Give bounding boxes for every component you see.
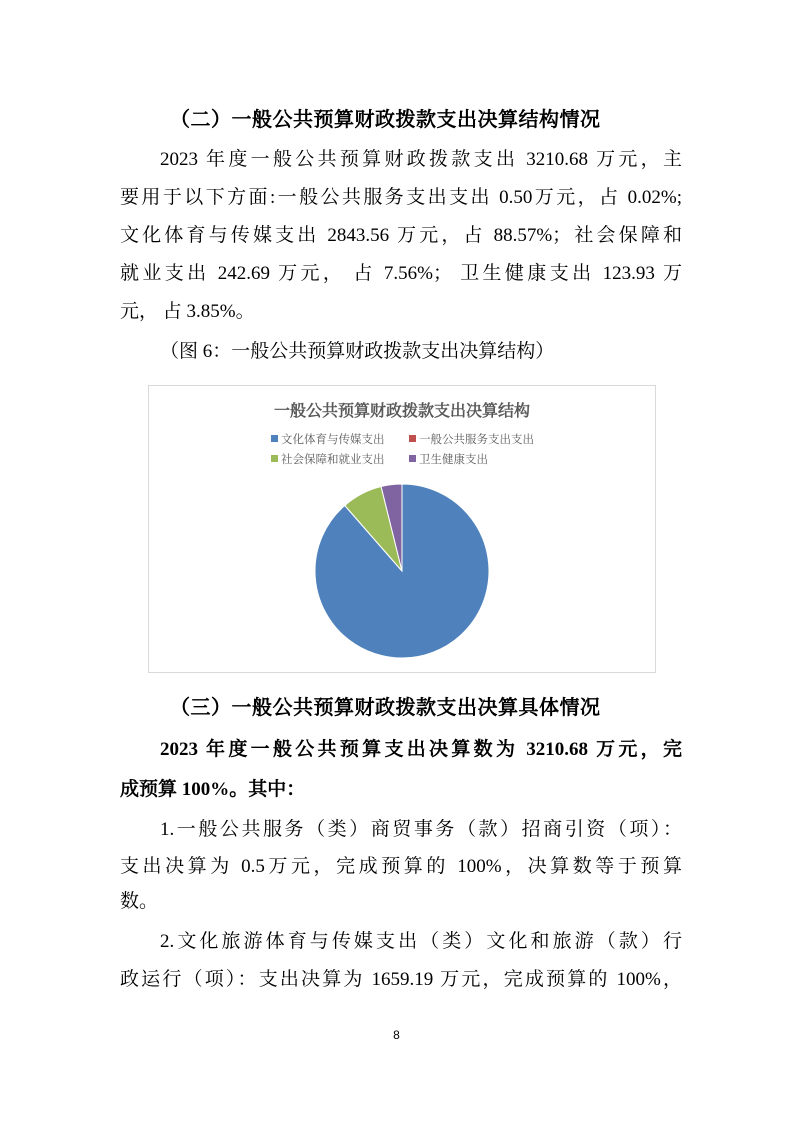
section2-line-4: 就业支出 242.69 万元， 占 7.56%； 卫生健康支出 123.93 万 bbox=[120, 263, 682, 284]
section3-heading: （三）一般公共预算财政拨款支出决算具体情况 bbox=[170, 697, 601, 719]
section3-bold-line-1: 2023 年度一般公共预算支出决算数为 3210.68 万元，完 bbox=[160, 739, 682, 760]
legend-item-public-service bbox=[409, 432, 534, 446]
section2-line-1: 2023 年度一般公共预算财政拨款支出 3210.68 万元，主 bbox=[160, 149, 682, 170]
legend-label-culture: 文化体育与传媒支出 bbox=[281, 432, 385, 446]
item1-line-1: 1.一般公共服务（类）商贸事务（款）招商引资（项）： bbox=[160, 819, 682, 840]
legend-marker-culture bbox=[271, 435, 278, 442]
section2-heading: （二）一般公共预算财政拨款支出决算结构情况 bbox=[170, 109, 601, 131]
section3-bold-line-2: 成预算 100%。其中： bbox=[120, 779, 306, 800]
pie-chart bbox=[148, 385, 656, 673]
legend-label-health: 卫生健康支出 bbox=[419, 452, 488, 466]
section2-line-5: 元， 占 3.85%。 bbox=[120, 301, 255, 322]
section2-line-2: 要用于以下方面:一般公共服务支出支出 0.50万元，占 0.02%; bbox=[120, 187, 682, 208]
pie-slices bbox=[315, 484, 489, 658]
figure-caption: （图 6：一般公共预算财政拨款支出决算结构） bbox=[160, 341, 555, 362]
legend-marker-public-service bbox=[409, 435, 416, 442]
item1-line-2: 支出决算为 0.5万元，完成预算的 100%，决算数等于预算 bbox=[120, 856, 682, 877]
pie-chart-svg bbox=[149, 386, 655, 672]
item2-line-2: 政运行（项）：支出决算为 1659.19 万元，完成预算的 100%， bbox=[120, 969, 682, 990]
chart-title: 一般公共预算财政拨款支出决算结构 bbox=[273, 401, 530, 420]
section2-line-3: 文化体育与传媒支出 2843.56 万元，占 88.57%；社会保障和 bbox=[120, 225, 682, 246]
legend-label-social-security: 社会保障和就业支出 bbox=[281, 452, 385, 466]
item1-line-3: 数。 bbox=[120, 891, 159, 912]
legend-marker-social-security bbox=[271, 455, 278, 462]
item2-line-1: 2.文化旅游体育与传媒支出（类）文化和旅游（款）行 bbox=[160, 931, 682, 952]
page-number: 8 bbox=[393, 1028, 400, 1042]
legend-label-public-service: 一般公共服务支出支出 bbox=[419, 432, 534, 446]
legend-item-social-security bbox=[271, 452, 385, 466]
legend-marker-health bbox=[409, 455, 416, 462]
legend-item-culture bbox=[271, 432, 385, 446]
legend-item-health bbox=[409, 452, 488, 466]
